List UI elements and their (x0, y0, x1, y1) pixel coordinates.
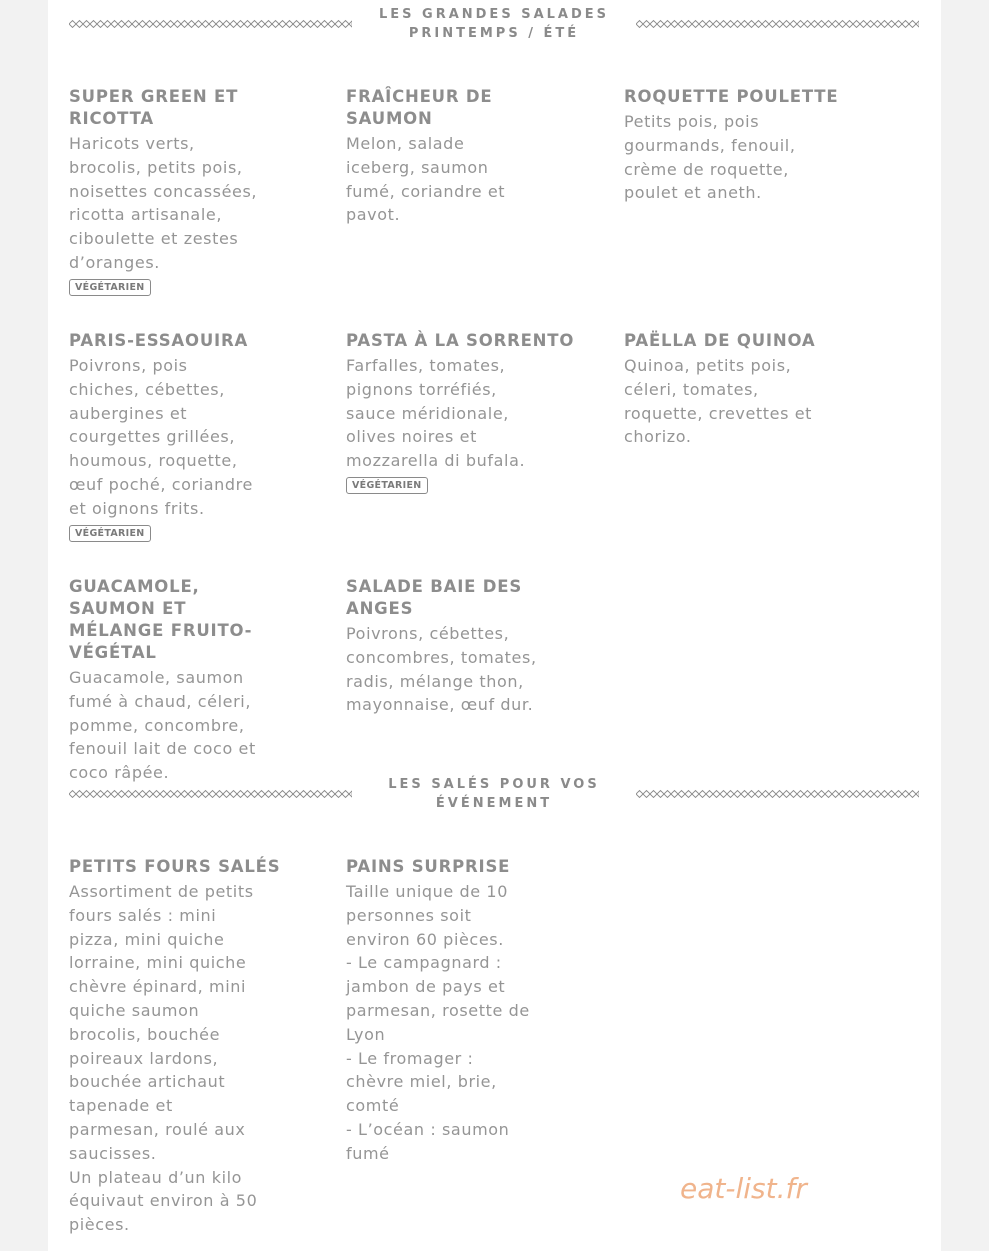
item-description: Assortiment de petits fours salés : mini pizza, mini quiche lorraine, mini quiche chèvre épinard, mini quiche saumon brocolis, bouchée poireaux lardons, bouchée artichaut tapenade et parmesan, roulé aux saucisses. Un plateau d’un kilo équivaut environ à 50 pièces. (69, 882, 258, 1235)
item-name: ROQUETTE POULETTE (624, 87, 839, 106)
item-description: Poivrons, pois chiches, cébettes, aubergines et courgettes grillées, houmous, roquette, œuf poché, coriandre et oignons frits. (69, 356, 253, 518)
menu-item-super-green (69, 86, 284, 296)
menu-item-petits-fours (69, 856, 284, 1237)
vegetarian-badge: VÉGÉTARIEN (69, 279, 151, 296)
zigzag-line (69, 24, 352, 28)
item-description: Poivrons, cébettes, concombres, tomates, radis, mélange thon, mayonnaise, œuf dur. (346, 624, 537, 715)
menu-item-roquette-poulette (624, 86, 854, 205)
item-name: SUPER GREEN ET RICOTTA (69, 87, 239, 128)
menu-item-pasta-sorrento (346, 330, 576, 494)
zigzag-line (69, 794, 352, 798)
item-name: FRAÎCHEUR DE SAUMON (346, 87, 493, 128)
item-name: SALADE BAIE DES ANGES (346, 577, 523, 618)
menu-item-guacamole-saumon (69, 576, 284, 785)
item-name: PASTA À LA SORRENTO (346, 331, 575, 350)
vegetarian-badge: VÉGÉTARIEN (346, 477, 428, 494)
item-description: Guacamole, saumon fumé à chaud, céleri, pomme, concombre, fenouil lait de coco et coco râpée. (69, 668, 256, 783)
item-name: GUACAMOLE, SAUMON ET MÉLANGE FRUITO-VÉGÉTAL (69, 577, 253, 662)
menu-item-fraicheur-saumon (346, 86, 561, 227)
item-description: Farfalles, tomates, pignons torréfiés, sauce méridionale, olives noires et mozzarella di bufala. (346, 356, 526, 471)
item-name: PARIS-ESSAOUIRA (69, 331, 249, 350)
section-header-salades (69, 5, 919, 49)
watermark: eat-list.fr (680, 1172, 807, 1205)
menu-item-paella-quinoa (624, 330, 854, 449)
item-name: PETITS FOURS SALÉS (69, 857, 281, 876)
section-title: LES SALÉS POUR VOS ÉVÉNEMENT (388, 777, 600, 811)
item-name: PAINS SURPRISE (346, 857, 511, 876)
item-description: Melon, salade iceberg, saumon fumé, coriandre et pavot. (346, 134, 506, 225)
zigzag-line (636, 24, 919, 28)
zigzag-divider-icon (636, 18, 919, 30)
section-title: LES GRANDES SALADES PRINTEMPS / ÉTÉ (378, 7, 610, 41)
zigzag-divider-icon (69, 788, 352, 800)
menu-item-paris-essaouira (69, 330, 284, 542)
zigzag-line (69, 791, 352, 795)
zigzag-line (69, 21, 352, 25)
zigzag-line (636, 794, 919, 798)
item-description: Taille unique de 10 personnes soit environ 60 pièces. - Le campagnard : jambon de pays et parmesan, rosette de Lyon - Le fromager : chèvre miel, brie, comté - L’océan : saumon fumé (346, 882, 530, 1163)
section-header-sales (69, 775, 919, 819)
zigzag-line (636, 791, 919, 795)
zigzag-divider-icon (636, 788, 919, 800)
item-description: Haricots verts, brocolis, petits pois, noisettes concassées, ricotta artisanale, ciboulette et zestes d’oranges. (69, 134, 258, 272)
item-description: Petits pois, pois gourmands, fenouil, crème de roquette, poulet et aneth. (624, 112, 796, 203)
zigzag-divider-icon (69, 18, 352, 30)
item-name: PAËLLA DE QUINOA (624, 331, 816, 350)
menu-item-baie-des-anges (346, 576, 561, 717)
menu-item-pains-surprise (346, 856, 561, 1166)
vegetarian-badge: VÉGÉTARIEN (69, 525, 151, 542)
item-description: Quinoa, petits pois, céleri, tomates, roquette, crevettes et chorizo. (624, 356, 813, 447)
zigzag-line (636, 21, 919, 25)
